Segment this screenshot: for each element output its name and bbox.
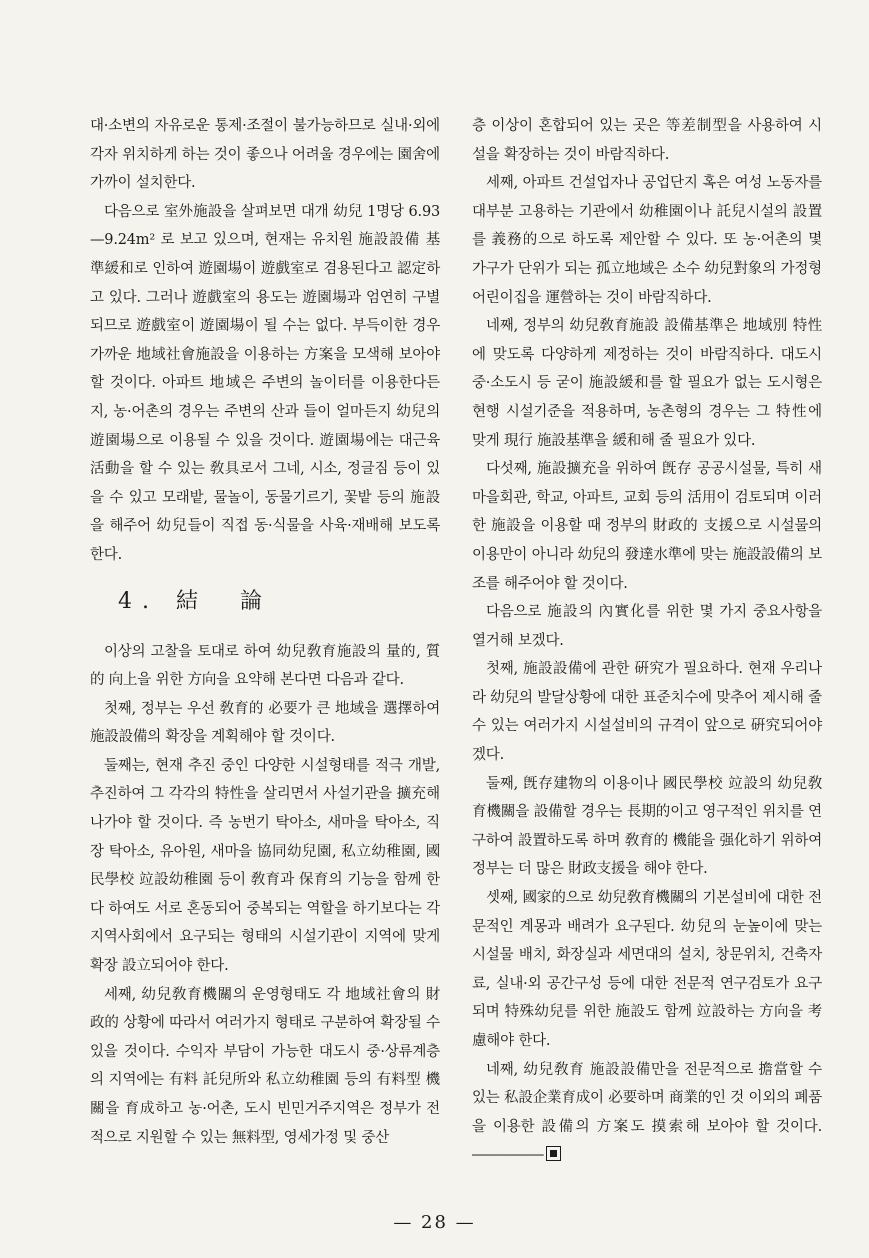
paragraph: 다음으로 施設의 內實化를 위한 몇 가지 중요사항을 열거해 보겠다.: [472, 604, 822, 649]
paragraph: 대·소변의 자유로운 통제·조절이 불가능하므로 실내·외에 각자 위치하게 하는 것이 좋으나 어려울 경우에는 園舍에 가까이 설치한다.: [90, 118, 440, 192]
paragraph: 다음으로 室外施設을 살펴보면 대개 幼兒 1명당 6.93—9.24m² 로 보고 있으며, 현재는 유치원 施設設備 基準緩和로 인하여 遊園場이 遊戲室로 겸용된다고 認定하고 있다. 그러나 遊戲室의 용도는 遊園場과 엄연히 구별되므로 遊戲室이 遊園場이 될 수는 없다. 부득이한 경우 가까운 地域社會施設을 이용하는 方案을 모색해 보아야 할 것이다. 아파트 地域은 주변의 놀이터를 이용한다든지, 농·어촌의 경우는 주변의 산과 들이 얼마든지 幼兒의 遊園場으로 이용될 수 있을 것이다. 遊園場에는 대근육活動을 할 수 있는 敎具로서 그네, 시소, 정글짐 등이 있을 수 있고 모래밭, 물놀이, 동물기르기, 꽃밭 등의 施設을 해주어 幼兒들이 직접 동·식물을 사육·재배해 보도록 한다.: [90, 203, 440, 563]
paragraph: 다섯째, 施設擴充을 위하여 旣存 공공시설물, 특히 새마을회관, 학교, 아파트, 교회 등의 活用이 검토되며 이러한 施設을 이용할 때 정부의 財政的 支援으로 시설물의 이용만이 아니라 幼兒의 發達水準에 맞는 施設設備의 보조를 해주어야 할 것이다.: [472, 461, 822, 592]
end-mark-icon: [546, 1146, 561, 1161]
section-heading: 4. 結 論: [118, 588, 272, 614]
paragraph: 셋째, 國家的으로 幼兒敎育機關의 기본설비에 대한 전문적인 계몽과 배려가 요구된다. 幼兒의 눈높이에 맞는 시설물 배치, 화장실과 세면대의 설치, 창문위치, 건축자료, 실내·외 공간구성 등에 대한 전문적 연구검토가 요구되며 特殊幼兒를 위한 施設도 함께 竝設하는 方向을 考慮해야 한다.: [472, 890, 822, 1049]
right-column: [472, 112, 822, 1170]
paragraph: 첫째, 施設設備에 관한 硏究가 필요하다. 현재 우리나라 幼兒의 발달상황에 대한 표준치수에 맞추어 제시해 줄 수 있는 여러가지 시설설비의 규격이 앞으로 硏究되어야 겠다.: [472, 661, 822, 764]
paragraph: 네째, 정부의 幼兒敎育施設 設備基準은 地域別 特性에 맞도록 다양하게 제정하는 것이 바람직하다. 대도시 중·소도시 등 굳이 施設緩和를 할 필요가 없는 도시형은 현행 시설기준을 적용하며, 농촌형의 경우는 그 特性에 맞게 現行 施設基準을 緩和해 줄 필요가 있다.: [472, 318, 822, 449]
paragraph: 세째, 幼兒敎育機關의 운영형태도 각 地域社會의 財政的 상황에 따라서 여러가지 형태로 구분하여 확장될 수 있을 것이다. 수익자 부담이 가능한 대도시 중·상류계층의 지역에는 有料 託兒所와 私立幼稚園 등의 有料型 機關을 育成하고 농·어촌, 도시 빈민거주지역은 정부가 전적으로 지원할 수 있는 無料型, 영세가정 및 중산: [90, 986, 440, 1146]
paragraph: 둘째는, 현재 추진 중인 다양한 시설형태를 적극 개발, 추진하여 그 각각의 特性을 살리면서 사설기관을 擴充해 나가야 할 것이다. 즉 농번기 탁아소, 새마을 탁아소, 직장 탁아소, 유아원, 새마을 協同幼兒園, 私立幼稚園, 國民學校 竝設幼稚園 등이 敎育과 保育의 기능을 함께 한다 하여도 서로 혼동되어 중복되는 역할을 하기보다는 각 지역사회에서 요구되는 형태의 시설기관이 지역에 맞게 확장 設立되어야 한다.: [90, 757, 440, 975]
paragraph-last-text: 네째, 幼兒敎育 施設設備만을 전문적으로 擔當할 수 있는 私設企業育成이 必要하며 商業的인 것 이외의 폐품을 이용한 設備의 方案도 摸索해 보아야 할 것이다. ―――――: [472, 1061, 822, 1164]
paragraph: 세째, 아파트 건설업자나 공업단지 혹은 여성 노동자를 대부분 고용하는 기관에서 幼稚園이나 託兒시설의 設置를 義務的으로 하도록 제안할 수 있다. 또 농·어촌의 몇 가구가 단위가 되는 孤立地域은 소수 幼兒對象의 가정형 어린이집을 運營하는 것이 바람직하다.: [472, 175, 822, 306]
paragraph-last: [472, 1056, 822, 1170]
paragraph: 둘째, 旣存建物의 이용이나 國民學校 竝設의 幼兒敎育機關을 設備할 경우는 長期的이고 영구적인 위치를 연구하여 設置하도록 하며 敎育的 機能을 强化하기 위하여 정부는 더 많은 財政支援을 해야 한다.: [472, 775, 822, 878]
paragraph: 층 이상이 혼합되어 있는 곳은 等差制型을 사용하여 시설을 확장하는 것이 바람직하다.: [472, 118, 822, 163]
page-number: — 28 —: [393, 1212, 476, 1233]
paragraph: 첫째, 정부는 우선 敎育的 必要가 큰 地域을 選擇하여 施設設備의 확장을 계획해야 할 것이다.: [90, 700, 440, 746]
paragraph: 이상의 고찰을 토대로 하여 幼兒敎育施設의 量的, 質的 向上을 위한 方向을 요약해 본다면 다음과 같다.: [90, 643, 440, 689]
left-column: [90, 112, 440, 1152]
